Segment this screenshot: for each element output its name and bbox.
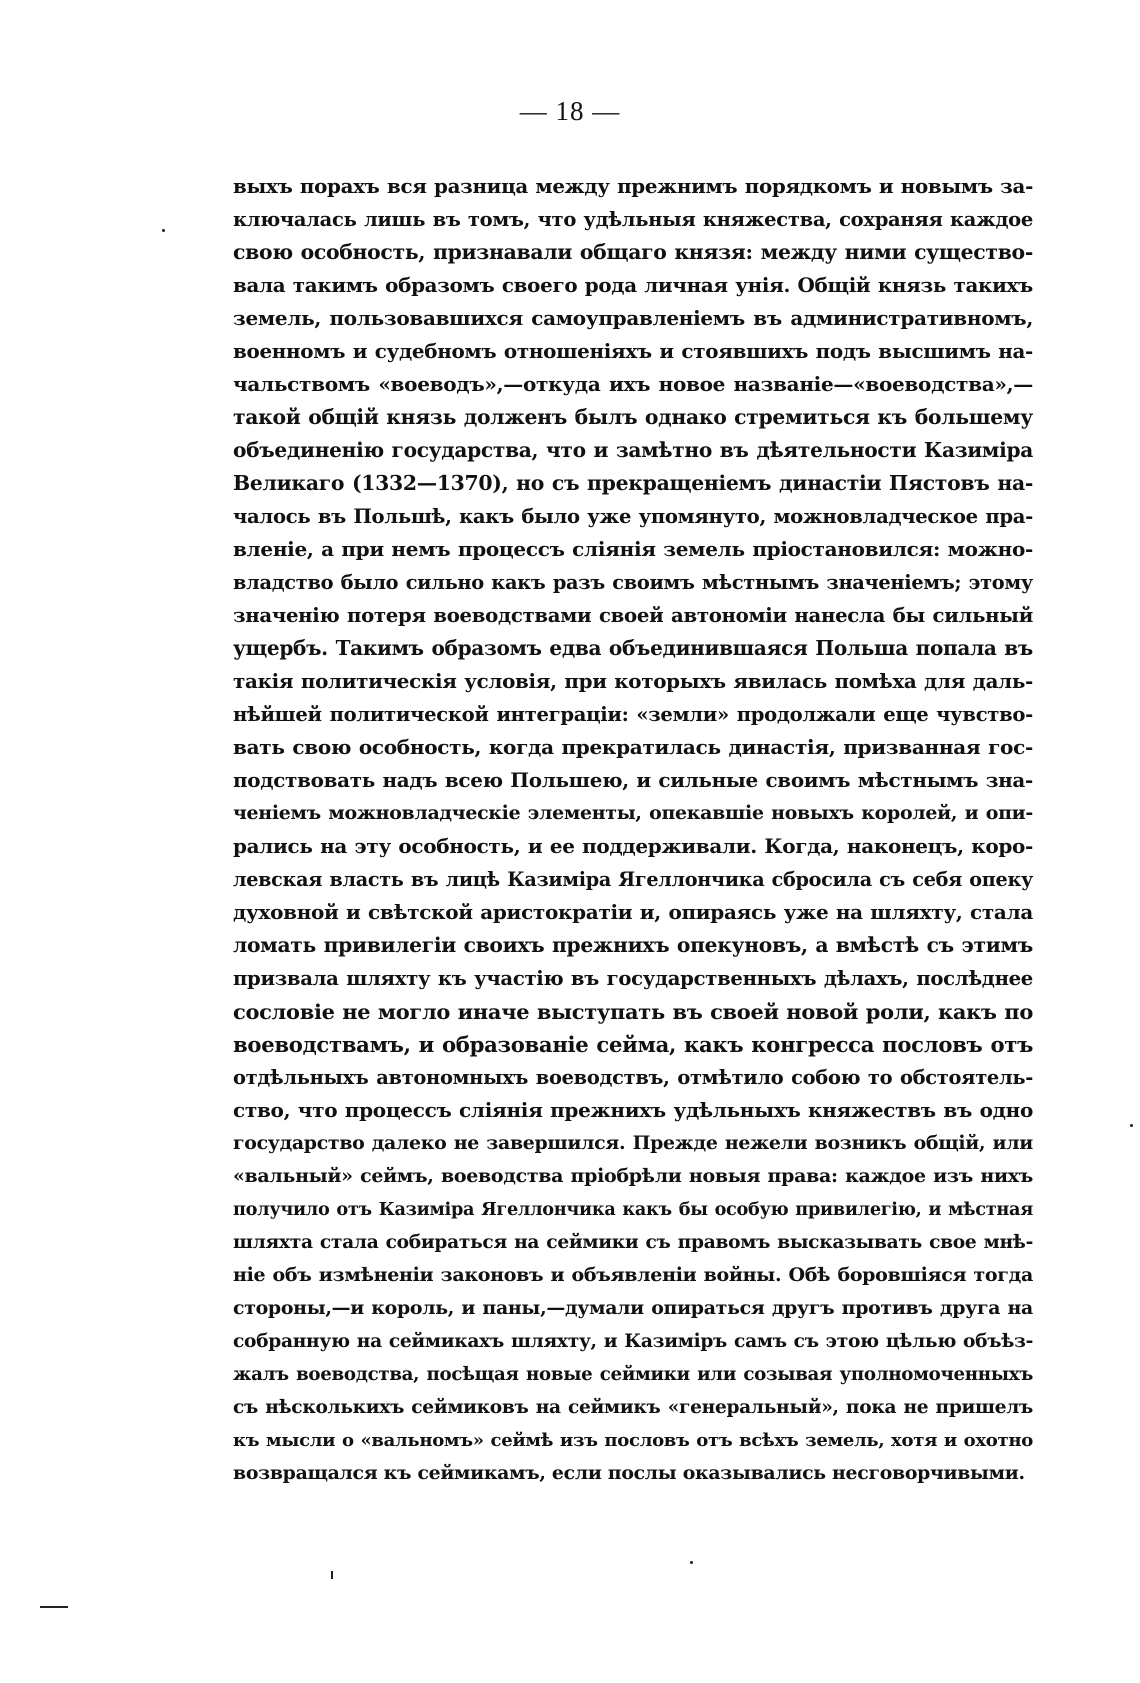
- text-line: левская власть въ лицѣ Казиміра Ягеллончика сбросила съ себя опеку: [233, 868, 1033, 891]
- text-line: рались на эту особность, и ее поддерживали. Когда, наконецъ, коро-: [233, 834, 1033, 858]
- text-line: вленіе, а при немъ процессъ сліянія земель пріостановился: можно-: [233, 537, 1033, 561]
- text-line: сословіе не могло иначе выступать въ своей новой роли, какъ по: [233, 999, 1033, 1024]
- text-line: объединенію государства, что и замѣтно въ дѣятельности Казиміра: [233, 438, 1033, 462]
- text-line: получило отъ Казиміра Ягеллончика какъ бы особую привилегію, и мѣстная: [233, 1199, 1033, 1220]
- text-line: чалось въ Польшѣ, какъ было уже упомянуто, можновладческое пра-: [233, 505, 1033, 528]
- margin-speck: [162, 229, 165, 232]
- text-line: владство было сильно какъ разъ своимъ мѣстнымъ значеніемъ; этому: [233, 571, 1033, 594]
- text-line: стороны,—и король, и паны,—думали опираться другъ противъ друга на: [233, 1297, 1033, 1319]
- text-line: вала такимъ образомъ своего рода личная унія. Общій князь такихъ: [233, 273, 1033, 297]
- text-line: «вальный» сеймъ, воеводства пріобрѣли новыя права: каждое изъ нихъ: [233, 1165, 1033, 1187]
- text-line: земель, пользовавшихся самоуправленіемъ въ административномъ,: [233, 306, 1033, 330]
- text-line: ніе объ измѣненіи законовъ и объявленіи войны. Обѣ боровшіяся тогда: [233, 1264, 1033, 1286]
- text-line: жалъ воеводства, посѣщая новые сеймики или созывая уполномоченныхъ: [233, 1364, 1033, 1385]
- text-line: воеводствамъ, и образованіе сейма, какъ конгресса пословъ отъ: [233, 1032, 1033, 1057]
- text-line: ченіемъ можновладческіе элементы, опекавшіе новыхъ королей, и опи-: [233, 802, 1033, 824]
- text-line: собранную на сеймикахъ шляхту, и Казиміръ самъ съ этою цѣлью объѣз-: [233, 1331, 1033, 1352]
- text-line: нѣйшей политической интеграціи: «земли» продолжали еще чувство-: [233, 703, 1033, 726]
- text-line: шляхта стала собираться на сеймики съ правомъ высказывать свое мнѣ-: [233, 1232, 1033, 1253]
- text-line: призвала шляхту къ участію въ государственныхъ дѣлахъ, послѣднее: [233, 967, 1033, 990]
- text-line: значенію потеря воеводствами своей автономіи нанесла бы сильный: [233, 604, 1033, 627]
- text-line: отдѣльныхъ автономныхъ воеводствъ, отмѣтило собою то обстоятель-: [233, 1066, 1033, 1089]
- margin-dash-mark: [40, 1606, 68, 1608]
- text-line: государство далеко не завершился. Прежде нежели возникъ общій, или: [233, 1132, 1033, 1154]
- text-line: чальствомъ «воеводъ»,—откуда ихъ новое названіе—«воеводства»,—: [233, 372, 1033, 396]
- margin-speck: [690, 1561, 693, 1564]
- text-line: такой общій князь долженъ былъ однако стремиться къ большему: [233, 405, 1033, 429]
- body-text: [233, 170, 1033, 1490]
- margin-tick-mark: [331, 1571, 333, 1579]
- text-line: съ нѣсколькихъ сеймиковъ на сеймикъ «генеральный», пока не пришелъ: [233, 1397, 1033, 1418]
- text-line: ущербъ. Такимъ образомъ едва объединившаяся Польша попала въ: [233, 636, 1033, 660]
- text-line: военномъ и судебномъ отношеніяхъ и стоявшихъ подъ высшимъ на-: [233, 339, 1033, 363]
- text-line: духовной и свѣтской аристократіи и, опираясь уже на шляхту, стала: [233, 900, 1033, 924]
- text-line: ство, что процессъ сліянія прежнихъ удѣльныхъ княжествъ въ одно: [233, 1098, 1033, 1122]
- text-line: свою особность, признавали общаго князя: между ними существо-: [233, 240, 1033, 264]
- text-line: возвращался къ сеймикамъ, если послы оказывались несговорчивыми.: [233, 1462, 1025, 1484]
- text-line: Великаго (1332—1370), но съ прекращеніемъ династіи Пястовъ на-: [233, 471, 1033, 495]
- text-line: къ мысли о «вальномъ» сеймѣ изъ пословъ отъ всѣхъ земель, хотя и охотно: [233, 1430, 1033, 1451]
- page-number: — 18 —: [519, 96, 621, 126]
- text-line: вать свою особность, когда прекратилась династія, призванная гос-: [233, 735, 1033, 759]
- text-line: ломать привилегіи своихъ прежнихъ опекуновъ, а вмѣстѣ съ этимъ: [233, 933, 1033, 957]
- text-line: подствовать надъ всею Польшею, и сильные своимъ мѣстнымъ зна-: [233, 768, 1033, 792]
- text-line: такія политическія условія, при которыхъ явилась помѣха для даль-: [233, 669, 1033, 693]
- text-line: выхъ порахъ вся разница между прежнимъ порядкомъ и новымъ за-: [233, 174, 1033, 198]
- text-line: ключалась лишь въ томъ, что удѣльныя княжества, сохраняя каждое: [233, 208, 1033, 231]
- margin-speck: [1130, 1124, 1133, 1127]
